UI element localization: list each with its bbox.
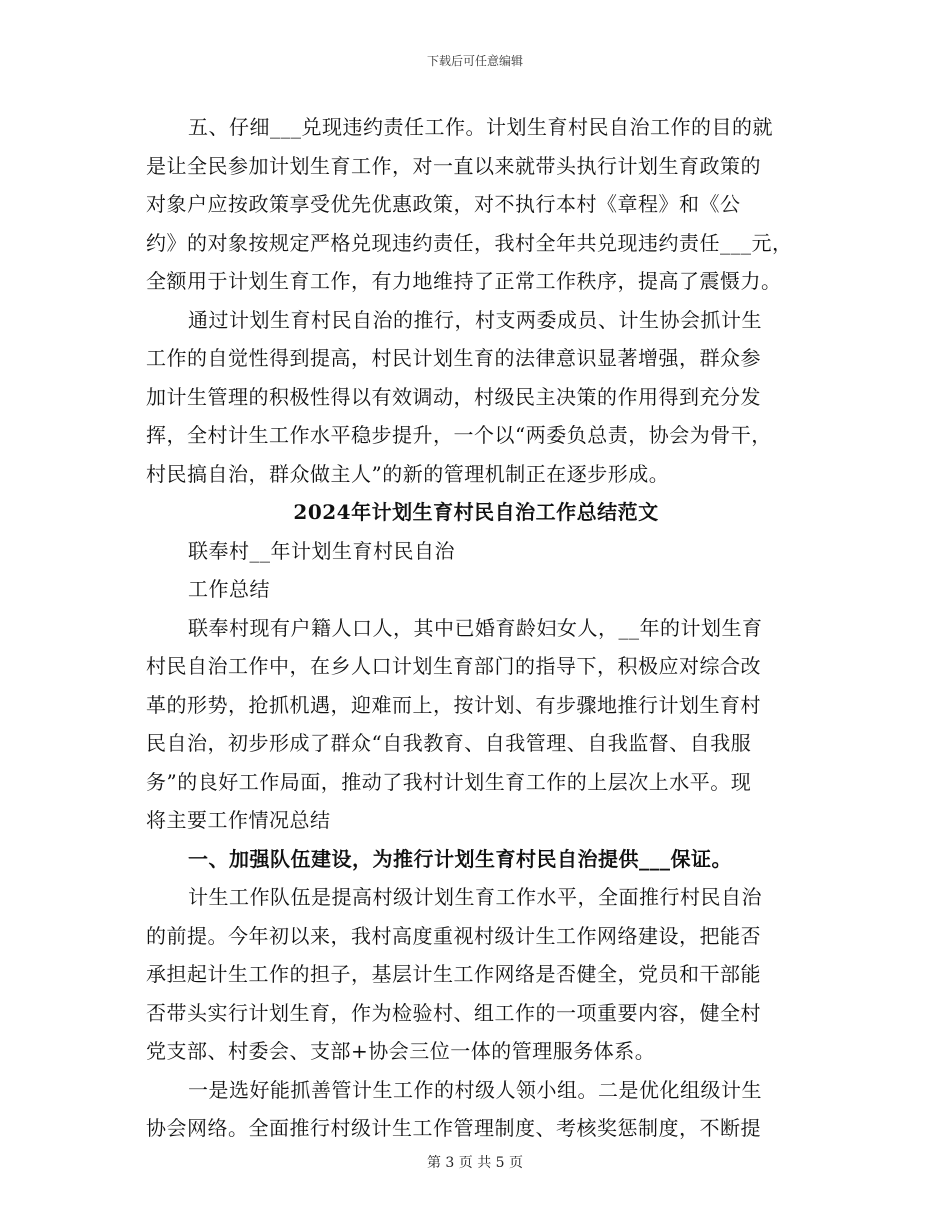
paragraph-line: 约》的对象按规定严格兑现违约责任，我村全年共兑现违约责任___元， (146, 230, 793, 255)
paragraph-line: 加计生管理的积极性得以有效调动，村级民主决策的作用得到充分发 (146, 384, 761, 409)
header-note: 下载后可任意编辑 (426, 54, 523, 68)
document-title: 2024年计划生育村民自治工作总结范文 (293, 500, 659, 524)
paragraph-line: 将主要工作情况总结 (146, 808, 331, 832)
document-body (146, 108, 806, 1148)
paragraph-line: 是让全民参加计划生育工作，对一直以来就带头执行计划生育政策的 (146, 153, 761, 178)
paragraph-line: 计生工作队伍是提高村级计划生育工作水平，全面推行村民自治 (188, 885, 762, 909)
paragraph-line: 承担起计生工作的担子，基层计生工作网络是否健全，党员和干部能 (146, 962, 761, 986)
paragraph-line: 党支部、村委会、支部+协会三位一体的管理服务体系。 (146, 1039, 656, 1063)
paragraph-line: 全额用于计划生育工作，有力地维持了正常工作秩序，提高了震慑力。 (146, 269, 782, 293)
page-number: 第 3 页 共 5 页 (426, 1155, 524, 1171)
paragraph-line: 民自治，初步形成了群众“自我教育、自我管理、自我监督、自我服 (146, 731, 752, 755)
paragraph-line: 挥，全村计生工作水平稳步提升，一个以“两委负总责，协会为骨干， (146, 423, 772, 447)
paragraph-line: 一是选好能抓善管计生工作的村级人领小组。二是优化组级计生 (188, 1077, 762, 1102)
paragraph-line: 五、仔细___兑现违约责任工作。计划生育村民自治工作的目的就 (188, 115, 773, 139)
paragraph-line: 协会网络。全面推行村级计生工作管理制度、考核奖惩制度，不断提 (146, 1116, 761, 1140)
paragraph-line: 工作的自觉性得到提高，村民计划生育的法律意识显著增强，群众参 (146, 346, 761, 370)
paragraph-line: 联奉村现有户籍人口人，其中已婚育龄妇女人，__年的计划生育 (188, 615, 763, 640)
paragraph-line: 工作总结 (188, 577, 270, 601)
paragraph-line: 否带头实行计划生育，作为检验村、组工作的一项重要内容，健全村 (146, 1000, 761, 1025)
paragraph-line: 革的形势，抢抓机遇，迎难而上，按计划、有步骤地推行计划生育村 (146, 692, 761, 717)
paragraph-line: 村民自治工作中，在乡人口计划生育部门的指导下，积极应对综合改 (146, 654, 761, 678)
section-heading: 一、加强队伍建设，为推行计划生育村民自治提供___保证。 (188, 846, 732, 871)
paragraph-line: 务”的良好工作局面，推动了我村计划生育工作的上层次上水平。现 (146, 769, 752, 794)
paragraph-line: 村民搞自治，群众做主人”的新的管理机制正在逐步形成。 (146, 461, 670, 486)
paragraph-line: 对象户应按政策享受优先优惠政策，对不执行本村《章程》和《公 (146, 192, 741, 216)
paragraph-line: 通过计划生育村民自治的推行，村支两委成员、计生协会抓计生 (188, 307, 762, 332)
paragraph-line: 的前提。今年初以来，我村高度重视村级计生工作网络建设，把能否 (146, 923, 761, 948)
paragraph-line: 联奉村__年计划生育村民自治 (188, 538, 455, 563)
